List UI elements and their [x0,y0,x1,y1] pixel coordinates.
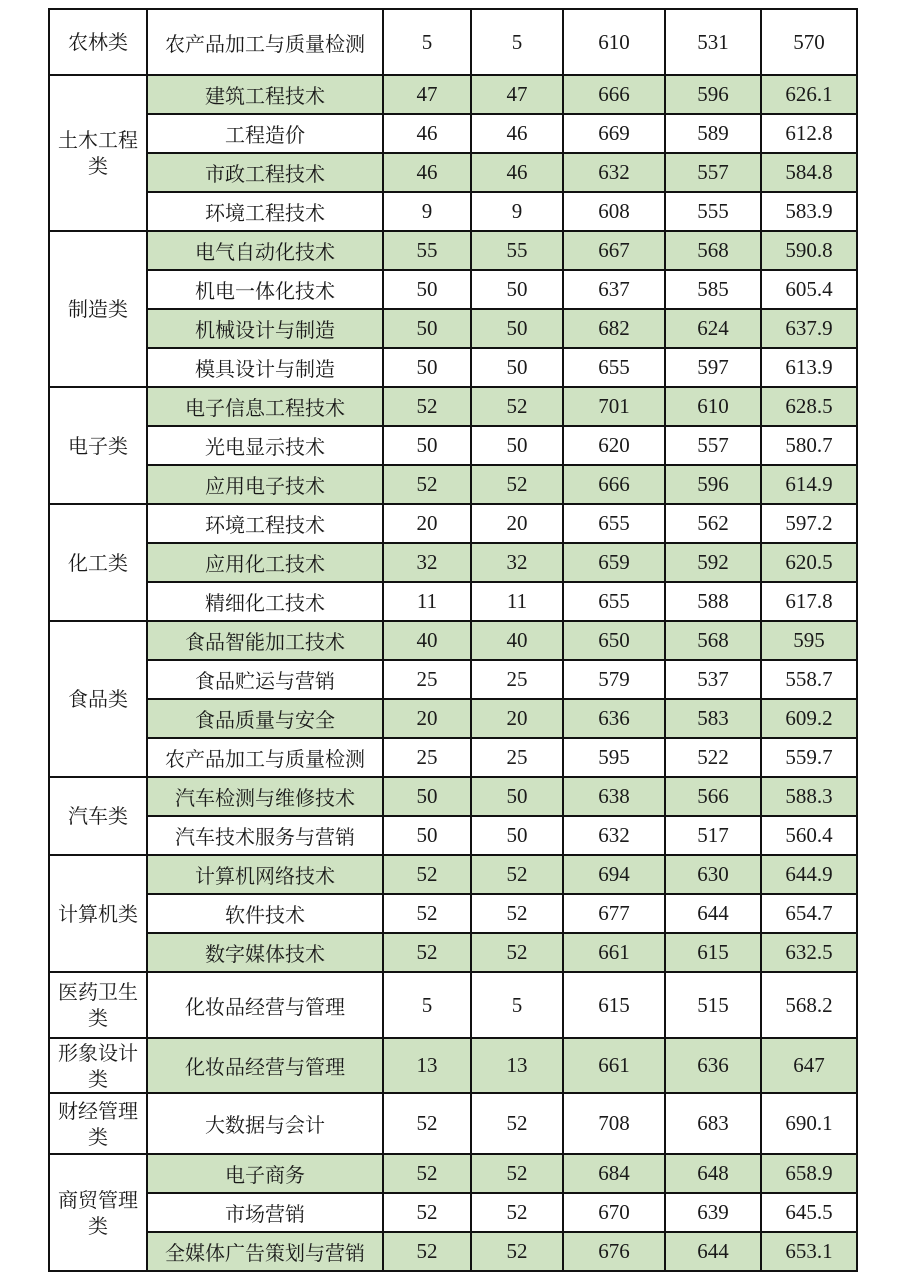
admitted-cell: 50 [471,309,563,348]
category-cell [49,231,147,387]
admitted-cell: 13 [471,1038,563,1093]
min-score-cell: 515 [665,972,761,1038]
major-cell: 市场营销 [147,1193,383,1232]
major-cell: 食品质量与安全 [147,699,383,738]
min-score-cell: 636 [665,1038,761,1093]
admitted-cell: 52 [471,1093,563,1154]
min-score-cell: 517 [665,816,761,855]
max-score-cell: 655 [563,582,665,621]
max-score-cell: 638 [563,777,665,816]
max-score-cell: 676 [563,1232,665,1271]
min-score-cell: 639 [665,1193,761,1232]
min-score-cell: 555 [665,192,761,231]
plan-cell: 52 [383,1154,471,1193]
major-cell: 模具设计与制造 [147,348,383,387]
major-cell: 机械设计与制造 [147,309,383,348]
plan-cell: 13 [383,1038,471,1093]
table-row [49,699,857,738]
plan-cell: 5 [383,972,471,1038]
admitted-cell: 46 [471,153,563,192]
admitted-cell: 11 [471,582,563,621]
table-row [49,465,857,504]
avg-score-cell: 658.9 [761,1154,857,1193]
plan-cell: 50 [383,309,471,348]
table-row [49,309,857,348]
avg-score-cell: 647 [761,1038,857,1093]
max-score-cell: 708 [563,1093,665,1154]
max-score-cell: 701 [563,387,665,426]
plan-cell: 20 [383,504,471,543]
major-cell: 计算机网络技术 [147,855,383,894]
category-cell [49,75,147,231]
admitted-cell: 52 [471,855,563,894]
min-score-cell: 531 [665,9,761,75]
major-cell: 电子信息工程技术 [147,387,383,426]
category-label: 商贸管理类 [58,1187,138,1238]
table-body [49,9,857,1271]
admitted-cell: 47 [471,75,563,114]
category-label: 电子类 [68,433,128,458]
admitted-cell: 46 [471,114,563,153]
avg-score-cell: 632.5 [761,933,857,972]
min-score-cell: 683 [665,1093,761,1154]
plan-cell: 11 [383,582,471,621]
plan-cell: 20 [383,699,471,738]
avg-score-cell: 570 [761,9,857,75]
avg-score-cell: 613.9 [761,348,857,387]
max-score-cell: 655 [563,504,665,543]
admitted-cell: 20 [471,504,563,543]
major-cell: 食品智能加工技术 [147,621,383,660]
avg-score-cell: 609.2 [761,699,857,738]
plan-cell: 50 [383,816,471,855]
category-label: 化工类 [68,550,128,575]
min-score-cell: 624 [665,309,761,348]
admitted-cell: 25 [471,738,563,777]
table-row [49,1154,857,1193]
max-score-cell: 677 [563,894,665,933]
max-score-cell: 661 [563,933,665,972]
plan-cell: 52 [383,933,471,972]
major-cell: 农产品加工与质量检测 [147,9,383,75]
max-score-cell: 615 [563,972,665,1038]
min-score-cell: 583 [665,699,761,738]
major-cell: 工程造价 [147,114,383,153]
avg-score-cell: 626.1 [761,75,857,114]
admission-score-table [48,8,858,1272]
category-label: 制造类 [68,297,128,321]
table-row [49,426,857,465]
plan-cell: 25 [383,660,471,699]
avg-score-cell: 637.9 [761,309,857,348]
min-score-cell: 585 [665,270,761,309]
table-row [49,348,857,387]
min-score-cell: 566 [665,777,761,816]
category-cell [49,504,147,621]
admitted-cell: 52 [471,465,563,504]
max-score-cell: 595 [563,738,665,777]
min-score-cell: 644 [665,894,761,933]
major-cell: 数字媒体技术 [147,933,383,972]
major-cell: 汽车检测与维修技术 [147,777,383,816]
category-cell [49,972,147,1038]
max-score-cell: 620 [563,426,665,465]
category-cell [49,1154,147,1271]
max-score-cell: 579 [563,660,665,699]
table-row [49,543,857,582]
major-cell: 化妆品经营与管理 [147,1038,383,1093]
table-row [49,855,857,894]
max-score-cell: 610 [563,9,665,75]
min-score-cell: 610 [665,387,761,426]
table-row [49,1093,857,1154]
plan-cell: 50 [383,270,471,309]
max-score-cell: 632 [563,816,665,855]
major-cell: 精细化工技术 [147,582,383,621]
plan-cell: 50 [383,426,471,465]
category-cell [49,621,147,777]
max-score-cell: 636 [563,699,665,738]
table-row [49,504,857,543]
admitted-cell: 20 [471,699,563,738]
category-label: 医药卫生类 [58,980,138,1030]
avg-score-cell: 584.8 [761,153,857,192]
avg-score-cell: 628.5 [761,387,857,426]
admitted-cell: 50 [471,816,563,855]
category-label: 计算机类 [58,901,138,926]
avg-score-cell: 560.4 [761,816,857,855]
major-cell: 应用电子技术 [147,465,383,504]
min-score-cell: 589 [665,114,761,153]
category-label: 汽车类 [68,804,128,828]
avg-score-cell: 597.2 [761,504,857,543]
min-score-cell: 537 [665,660,761,699]
major-cell: 市政工程技术 [147,153,383,192]
major-cell: 机电一体化技术 [147,270,383,309]
avg-score-cell: 595 [761,621,857,660]
plan-cell: 46 [383,153,471,192]
min-score-cell: 630 [665,855,761,894]
table-row [49,582,857,621]
major-cell: 环境工程技术 [147,192,383,231]
max-score-cell: 655 [563,348,665,387]
table-row [49,777,857,816]
avg-score-cell: 617.8 [761,582,857,621]
plan-cell: 9 [383,192,471,231]
table-row [49,192,857,231]
avg-score-cell: 605.4 [761,270,857,309]
max-score-cell: 661 [563,1038,665,1093]
plan-cell: 40 [383,621,471,660]
avg-score-cell: 644.9 [761,855,857,894]
min-score-cell: 568 [665,231,761,270]
avg-score-cell: 558.7 [761,660,857,699]
table-row [49,1193,857,1232]
table-row [49,660,857,699]
min-score-cell: 557 [665,153,761,192]
max-score-cell: 667 [563,231,665,270]
major-cell: 应用化工技术 [147,543,383,582]
max-score-cell: 684 [563,1154,665,1193]
major-cell: 大数据与会计 [147,1093,383,1154]
category-label: 形象设计类 [58,1040,138,1091]
plan-cell: 50 [383,777,471,816]
admitted-cell: 32 [471,543,563,582]
major-cell: 化妆品经营与管理 [147,972,383,1038]
table-row [49,816,857,855]
max-score-cell: 650 [563,621,665,660]
avg-score-cell: 612.8 [761,114,857,153]
admitted-cell: 52 [471,387,563,426]
admitted-cell: 50 [471,348,563,387]
major-cell: 电子商务 [147,1154,383,1193]
avg-score-cell: 580.7 [761,426,857,465]
plan-cell: 52 [383,1093,471,1154]
avg-score-cell: 620.5 [761,543,857,582]
admitted-cell: 50 [471,777,563,816]
avg-score-cell: 588.3 [761,777,857,816]
plan-cell: 52 [383,465,471,504]
min-score-cell: 596 [665,465,761,504]
admitted-cell: 5 [471,9,563,75]
category-cell [49,387,147,504]
min-score-cell: 522 [665,738,761,777]
plan-cell: 47 [383,75,471,114]
table-row [49,972,857,1038]
admitted-cell: 5 [471,972,563,1038]
min-score-cell: 592 [665,543,761,582]
max-score-cell: 637 [563,270,665,309]
max-score-cell: 694 [563,855,665,894]
table-row [49,387,857,426]
max-score-cell: 666 [563,465,665,504]
major-cell: 光电显示技术 [147,426,383,465]
min-score-cell: 615 [665,933,761,972]
category-cell [49,855,147,972]
category-label: 土木工程类 [58,128,138,178]
table-row [49,114,857,153]
plan-cell: 52 [383,855,471,894]
max-score-cell: 669 [563,114,665,153]
table-row [49,231,857,270]
major-cell: 农产品加工与质量检测 [147,738,383,777]
admitted-cell: 50 [471,426,563,465]
plan-cell: 52 [383,894,471,933]
max-score-cell: 682 [563,309,665,348]
avg-score-cell: 654.7 [761,894,857,933]
max-score-cell: 632 [563,153,665,192]
table-row [49,621,857,660]
plan-cell: 52 [383,1232,471,1271]
avg-score-cell: 614.9 [761,465,857,504]
admitted-cell: 52 [471,1193,563,1232]
avg-score-cell: 653.1 [761,1232,857,1271]
avg-score-cell: 590.8 [761,231,857,270]
max-score-cell: 666 [563,75,665,114]
major-cell: 软件技术 [147,894,383,933]
table-row [49,153,857,192]
table-row [49,738,857,777]
category-cell [49,777,147,855]
plan-cell: 46 [383,114,471,153]
admission-score-table-container [48,8,856,1272]
admitted-cell: 50 [471,270,563,309]
admitted-cell: 52 [471,894,563,933]
admitted-cell: 52 [471,1232,563,1271]
min-score-cell: 588 [665,582,761,621]
table-row [49,270,857,309]
max-score-cell: 670 [563,1193,665,1232]
plan-cell: 52 [383,387,471,426]
admitted-cell: 25 [471,660,563,699]
category-cell [49,9,147,75]
min-score-cell: 648 [665,1154,761,1193]
plan-cell: 50 [383,348,471,387]
plan-cell: 5 [383,9,471,75]
table-row [49,933,857,972]
major-cell: 电气自动化技术 [147,231,383,270]
category-cell [49,1038,147,1093]
admitted-cell: 55 [471,231,563,270]
major-cell: 环境工程技术 [147,504,383,543]
category-label: 财经管理类 [58,1098,138,1149]
min-score-cell: 568 [665,621,761,660]
category-cell [49,1093,147,1154]
max-score-cell: 608 [563,192,665,231]
max-score-cell: 659 [563,543,665,582]
major-cell: 汽车技术服务与营销 [147,816,383,855]
table-row [49,75,857,114]
min-score-cell: 596 [665,75,761,114]
table-row [49,9,857,75]
plan-cell: 25 [383,738,471,777]
admitted-cell: 52 [471,1154,563,1193]
avg-score-cell: 690.1 [761,1093,857,1154]
major-cell: 全媒体广告策划与营销 [147,1232,383,1271]
avg-score-cell: 583.9 [761,192,857,231]
table-row [49,894,857,933]
table-row [49,1232,857,1271]
category-label: 农林类 [68,30,128,54]
plan-cell: 32 [383,543,471,582]
major-cell: 建筑工程技术 [147,75,383,114]
avg-score-cell: 645.5 [761,1193,857,1232]
admitted-cell: 52 [471,933,563,972]
min-score-cell: 562 [665,504,761,543]
major-cell: 食品贮运与营销 [147,660,383,699]
admitted-cell: 9 [471,192,563,231]
plan-cell: 52 [383,1193,471,1232]
admitted-cell: 40 [471,621,563,660]
min-score-cell: 597 [665,348,761,387]
avg-score-cell: 559.7 [761,738,857,777]
table-row [49,1038,857,1093]
plan-cell: 55 [383,231,471,270]
min-score-cell: 557 [665,426,761,465]
category-label: 食品类 [68,687,128,711]
min-score-cell: 644 [665,1232,761,1271]
avg-score-cell: 568.2 [761,972,857,1038]
